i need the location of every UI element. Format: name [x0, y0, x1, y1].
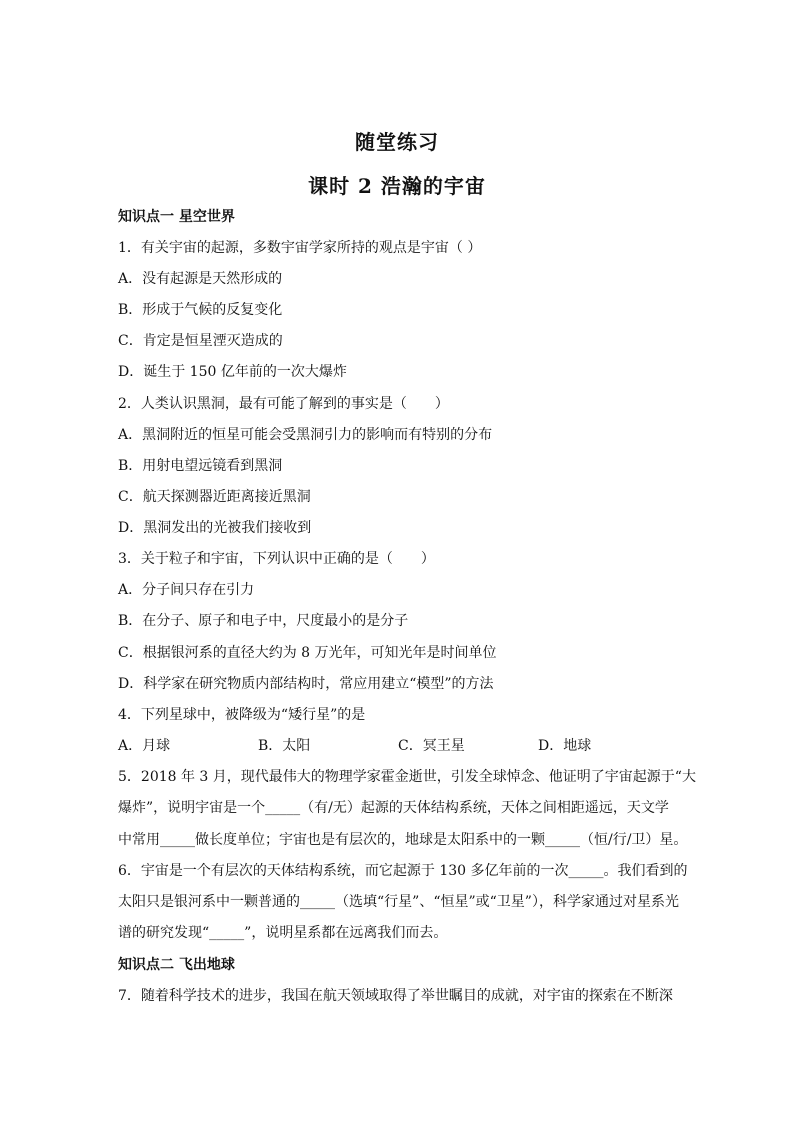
question-6-line-2: 太阳只是银河系中一颗普通的_____（选填“行星”、“恒星”或“卫星”），科学家通过对星系光 [118, 894, 679, 910]
question-5-line-1: 5．2018 年 3 月，现代最伟大的物理学家霍金逝世，引发全球悼念、他证明了宇宙起源于“大 [118, 769, 696, 785]
question-4-option-b: B．太阳 [258, 738, 311, 754]
lesson-title: 课时 2 浩瀚的宇宙 [308, 174, 486, 198]
question-4-option-c: C．冥王星 [398, 738, 465, 754]
question-3-option-c: C．根据银河系的直径大约为 8 万光年，可知光年是时间单位 [118, 645, 497, 661]
question-3-option-b: B．在分子、原子和电子中，尺度最小的是分子 [118, 613, 409, 629]
section-heading-1: 知识点一 星空世界 [118, 209, 235, 225]
question-4-option-d: D．地球 [538, 738, 592, 754]
question-5-line-3: 中常用_____做长度单位；宇宙也是有层次的，地球是太阳系中的一颗_____（恒/行/卫）星。 [118, 832, 688, 848]
question-4-stem: 4．下列星球中，被降级为“矮行星”的是 [118, 707, 366, 723]
question-6-line-3: 谱的研究发现“_____”，说明星系都在远离我们而去。 [118, 925, 448, 941]
question-3-option-d: D．科学家在研究物质内部结构时，常应用建立“模型”的方法 [118, 676, 494, 692]
question-5-line-2: 爆炸”，说明宇宙是一个_____（有/无）起源的天体结构系统，天体之间相距遥远，天文学 [118, 800, 669, 816]
page-title: 随堂练习 [355, 130, 439, 154]
question-7-line-1: 7．随着科学技术的进步，我国在航天领域取得了举世瞩目的成就，对宇宙的探索在不断深 [118, 988, 673, 1004]
question-1-option-b: B．形成于气候的反复变化 [118, 302, 283, 318]
question-2-option-d: D．黑洞发出的光被我们接收到 [118, 520, 312, 536]
question-1-stem: 1．有关宇宙的起源，多数宇宙学家所持的观点是宇宙（ ） [118, 240, 482, 256]
question-2-option-a: A．黑洞附近的恒星可能会受黑洞引力的影响而有特别的分布 [118, 427, 493, 443]
question-1-option-c: C．肯定是恒星湮灭造成的 [118, 333, 283, 349]
question-2-stem: 2．人类认识黑洞，最有可能了解到的事实是（ ） [118, 396, 449, 412]
question-1-option-d: D．诞生于 150 亿年前的一次大爆炸 [118, 364, 347, 380]
question-4-option-a: A．月球 [118, 738, 171, 754]
question-2-option-b: B．用射电望远镜看到黑洞 [118, 458, 283, 474]
question-3-option-a: A．分子间只存在引力 [118, 582, 255, 598]
question-4-options [118, 736, 684, 756]
question-2-option-c: C．航天探测器近距离接近黑洞 [118, 489, 311, 505]
question-6-line-1: 6．宇宙是一个有层次的天体结构系统，而它起源于 130 多亿年前的一次_____。我们看到的 [118, 863, 688, 879]
section-heading-2: 知识点二 飞出地球 [118, 957, 235, 973]
question-3-stem: 3．关于粒子和宇宙，下列认识中正确的是（ ） [118, 551, 435, 567]
question-1-option-a: A．没有起源是天然形成的 [118, 271, 283, 287]
